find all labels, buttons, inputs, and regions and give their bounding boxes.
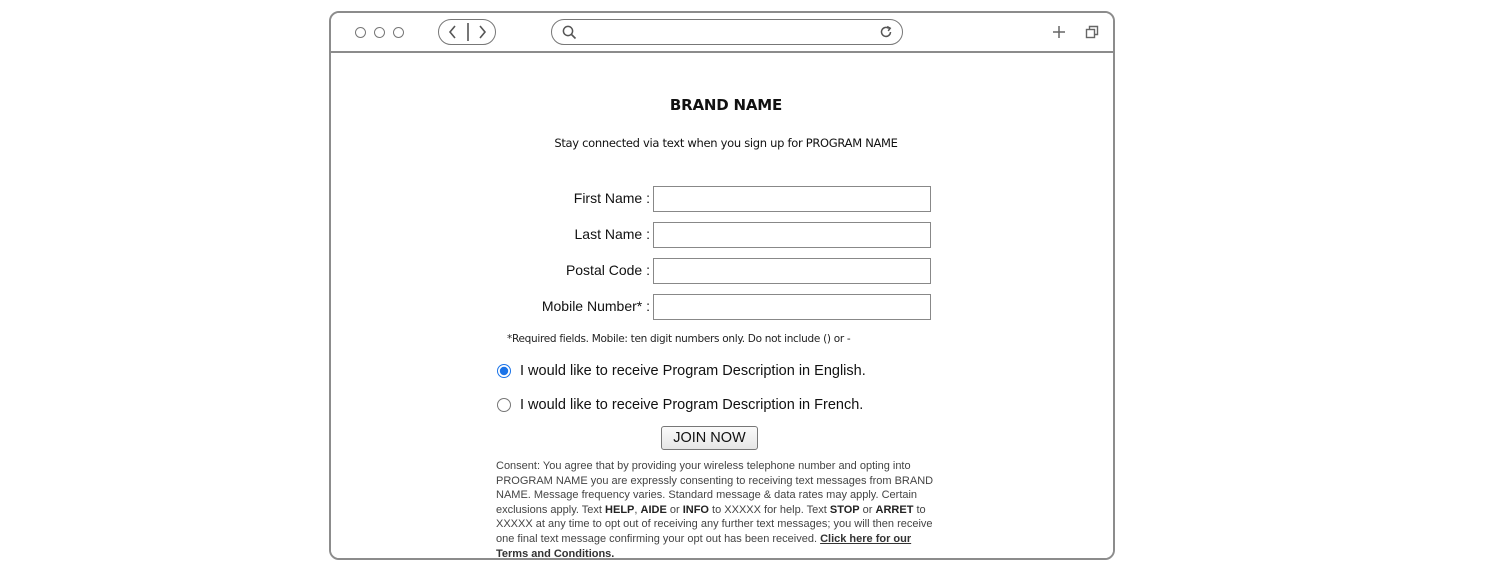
consent-keyword-info: INFO — [682, 503, 709, 516]
tabs-icon[interactable] — [1084, 24, 1100, 40]
tagline: Stay connected via text when you sign up for PROGRAM NAME — [554, 136, 898, 150]
mobile-number-label: Mobile Number* : — [541, 298, 650, 314]
window-dot-icon[interactable] — [355, 27, 366, 38]
consent-part: , — [634, 503, 641, 516]
postal-code-label: Postal Code : — [565, 262, 650, 278]
first-name-row — [471, 186, 931, 212]
postal-code-row — [471, 258, 931, 284]
chevron-right-icon — [477, 25, 487, 39]
consent-part: Consent: You agree that by providing your wireless telephone number and opting into PROGRAM NAME you are expressly consenting to receiving text messages from BRAND NAME. Message frequency varies. Standard message & data rates may apply. Certain exclusions apply. Text — [496, 460, 934, 516]
brand-title: BRAND NAME — [669, 96, 783, 114]
required-note: *Required fields. Mobile: ten digit numbers only. Do not include () or - — [507, 333, 851, 345]
last-name-field[interactable] — [653, 222, 931, 248]
chevron-left-icon — [448, 25, 458, 39]
consent-part: or — [859, 503, 876, 516]
join-now-button[interactable]: JOIN NOW — [661, 426, 758, 450]
plus-icon[interactable] — [1051, 24, 1067, 40]
back-button[interactable] — [439, 20, 467, 43]
consent-keyword-aide: AIDE — [640, 503, 667, 516]
postal-code-field[interactable] — [653, 258, 931, 284]
address-bar[interactable] — [551, 19, 903, 45]
french-radio[interactable] — [497, 398, 511, 412]
first-name-field[interactable] — [653, 186, 931, 212]
search-icon — [561, 24, 577, 40]
consent-part: to XXXXX for help. Text — [708, 503, 830, 516]
page-content — [331, 55, 1113, 560]
terms-link[interactable]: Click here for our Terms and Conditions. — [496, 532, 912, 560]
browser-window — [329, 11, 1115, 560]
french-option-label[interactable]: I would like to receive Program Description in French. — [520, 397, 864, 413]
reload-icon[interactable] — [878, 24, 894, 40]
consent-keyword-arret: ARRET — [875, 503, 914, 516]
forward-button[interactable] — [468, 20, 496, 43]
first-name-label: First Name : — [573, 190, 650, 206]
consent-text — [496, 459, 936, 560]
english-option-label[interactable]: I would like to receive Program Description in English. — [520, 363, 866, 379]
last-name-row — [471, 222, 931, 248]
consent-keyword-stop: STOP — [829, 503, 860, 516]
signup-form — [471, 70, 967, 560]
window-dot-icon[interactable] — [374, 27, 385, 38]
window-dot-icon[interactable] — [393, 27, 404, 38]
nav-buttons — [438, 19, 496, 45]
mobile-number-field[interactable] — [653, 294, 931, 320]
mobile-number-row — [471, 294, 931, 320]
browser-toolbar — [331, 13, 1113, 53]
consent-part: to XXXXX at any time to opt out of receiving any further text messages; you will then receive one final text message confirming your opt out has been received. — [496, 503, 933, 545]
consent-keyword-help: HELP — [605, 503, 635, 516]
last-name-label: Last Name : — [574, 226, 650, 242]
english-radio[interactable] — [497, 364, 511, 378]
consent-part: or — [666, 503, 683, 516]
